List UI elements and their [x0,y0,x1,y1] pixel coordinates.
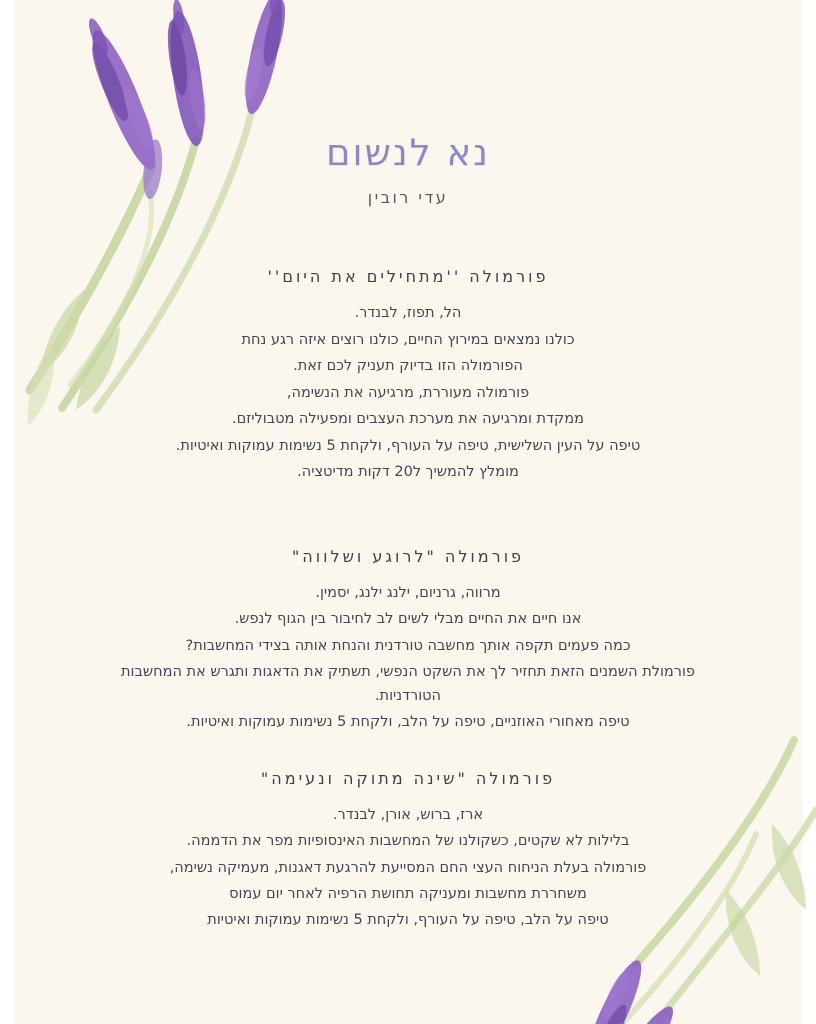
section-title: פורמולה "לרוגע ושלווה" [291,546,525,566]
section-line: מרווה, גרניום, ילנג ילנג, יסמין. [315,584,501,601]
section-title: פורמולה ''מתחילים את היום'' [267,267,549,287]
section-line: כמה פעמים תקפה אותך מחשבה טורדנית והנחת אותה בצידי המחשבות? [185,637,631,654]
section-line: פורמולה בעלת הניחוח העצי החם המסייעת להרגעת דאגנות, מעמיקה נשימה, [169,859,647,876]
section-line: בלילות לא שקטים, כשקולנו של המחשבות האינסופיות מפר את הדממה. [186,833,630,850]
section-line: הל, תפוז, לבנדר. [354,305,462,322]
lavender-flower-spikes [574,955,682,1024]
section-line: מומלץ להמשיך ל20 דקות מדיטציה. [297,464,519,481]
section-line: משחררת מחשבות ומעניקה תחושת הרפיה לאחר יום עמוס [229,886,587,902]
section-line: אנו חיים את החיים מבלי לשים לב לחיבור בין הגוף לנפש. [234,611,582,628]
page-title: נא לנשום [326,131,490,174]
section-line: הפורמולה הזו בדיוק תעניק לכם זאת. [293,358,523,375]
formula-section [120,267,696,484]
formula-section [120,769,696,933]
section-line: פורמולת השמנים הזאת תחזיר לך את השקט הנפשי, תשתיק את הדאגות ותגרש את המחשבות הטורדניות. [121,664,695,704]
section-body [120,582,696,735]
formula-section [120,547,696,735]
section-line: ממקדת ומרגיעה את מערכת העצבים ומפעילה מטבוליזם. [232,411,584,428]
section-title: פורמולה "שינה מתוקה ונעימה" [260,768,556,788]
section-line: כולנו נמצאים במירוץ החיים, כולנו רוצים איזה רגע נחת [241,331,575,348]
section-body [120,302,696,484]
section-line: ארז, ברוש, אורן, לבנדר. [332,806,484,823]
section-body [120,804,696,933]
section-line: טיפה מאחורי האוזניים, טיפה על הלב, ולקחת 5 נשימות עמוקות ואיטיות. [186,714,630,731]
section-line: טיפה על העין השלישית, טיפה על העורף, ולקחת 5 נשימות עמוקות ואיטיות. [175,437,641,454]
section-line: פורמולה מעוררת, מרגיעה את הנשימה, [286,384,530,401]
document-author: עדי רובין [367,188,449,208]
section-line: טיפה על הלב, טיפה על העורף, ולקחת 5 נשימות עמוקות ואיטיות [207,912,609,929]
